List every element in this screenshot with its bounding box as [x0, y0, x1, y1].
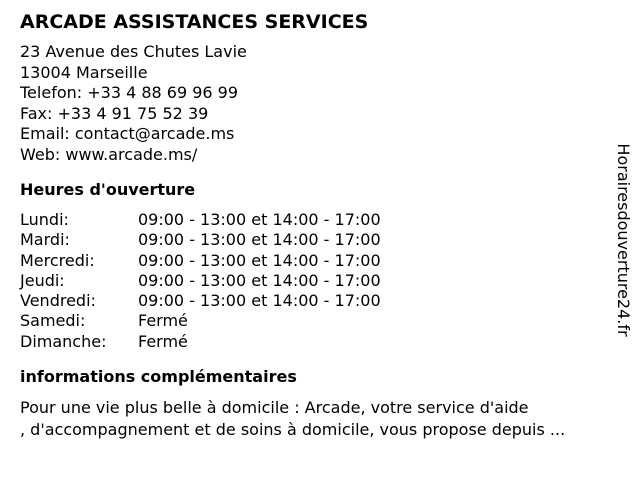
day-label: Jeudi: — [20, 270, 65, 290]
time-value: 09:00 - 13:00 et 14:00 - 17:00 — [138, 291, 381, 311]
day-label: Samedi: — [20, 311, 86, 331]
time-value: 09:00 - 13:00 et 14:00 - 17:00 — [138, 250, 381, 270]
business-card — [20, 10, 610, 441]
business-name: ARCADE ASSISTANCES SERVICES — [20, 11, 369, 33]
info-heading: informations complémentaires — [20, 367, 297, 387]
fax-line: Fax: +33 4 91 75 52 39 — [20, 103, 209, 123]
hours-row-jeudi — [20, 271, 610, 291]
city-line: 13004 Marseille — [20, 62, 148, 82]
description-line: , d'accompagnement et de soins à domicile, vous propose depuis ... — [20, 420, 566, 440]
day-label: Vendredi: — [20, 291, 96, 311]
description-line: Pour une vie plus belle à domicile : Arcade, votre service d'aide — [20, 398, 529, 418]
time-value: 09:00 - 13:00 et 14:00 - 17:00 — [138, 270, 381, 290]
web-line: Web: www.arcade.ms/ — [20, 144, 198, 164]
email-line: Email: contact@arcade.ms — [20, 124, 235, 143]
hours-heading: Heures d'ouverture — [20, 180, 196, 199]
hours-row-mardi — [20, 230, 610, 250]
info-description — [20, 397, 610, 441]
time-value: 09:00 - 13:00 et 14:00 - 17:00 — [138, 230, 381, 250]
day-label: Lundi: — [20, 210, 69, 229]
time-value: Fermé — [138, 331, 188, 351]
hours-row-lundi — [20, 210, 610, 230]
time-value: 09:00 - 13:00 et 14:00 - 17:00 — [138, 210, 381, 229]
hours-row-mercredi — [20, 251, 610, 271]
day-label: Mardi: — [20, 230, 70, 250]
hours-row-vendredi — [20, 291, 610, 311]
address-block — [20, 42, 610, 165]
hours-table — [20, 210, 610, 352]
day-label: Mercredi: — [20, 250, 95, 270]
day-label: Dimanche: — [20, 331, 107, 351]
phone-line: Telefon: +33 4 88 69 96 99 — [20, 83, 239, 102]
street-address: 23 Avenue des Chutes Lavie — [20, 42, 247, 61]
hours-row-dimanche — [20, 332, 610, 352]
time-value: Fermé — [138, 311, 188, 331]
hours-row-samedi — [20, 311, 610, 331]
side-brand-watermark: Horairesdouverture24.fr — [614, 143, 633, 337]
